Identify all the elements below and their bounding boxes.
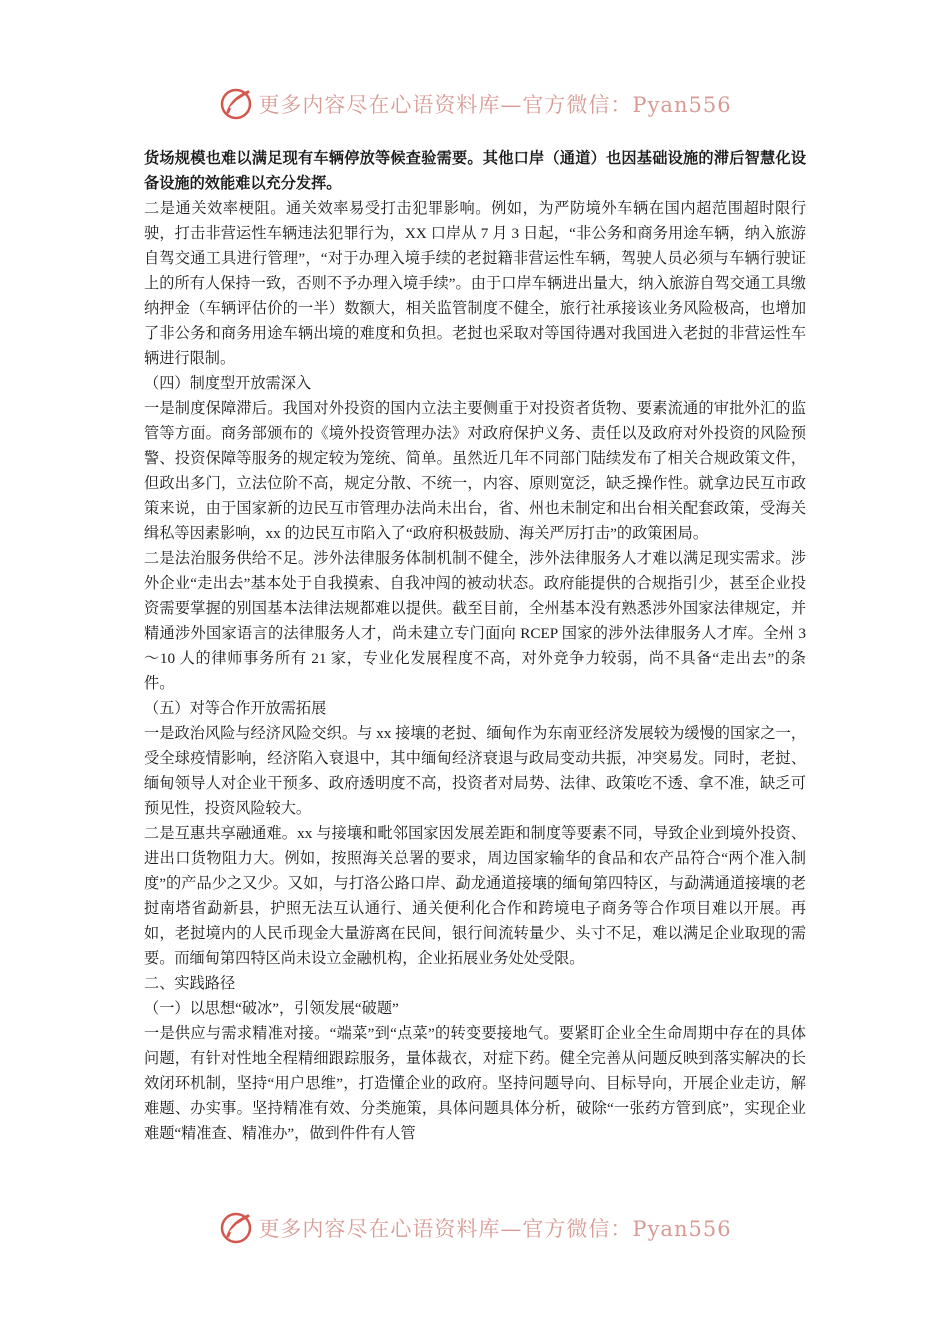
watermark-text: 更多内容尽在心语资料库—官方微信：Pyan556 [258, 93, 732, 117]
paragraph: 二是法治服务供给不足。涉外法律服务体制机制不健全，涉外法律服务人才难以满足现实需求。涉外企业“走出去”基本处于自我摸索、自我冲闯的被动状态。政府能提供的合规指引少，甚至企业投资需要掌握的别国基本法律法规都难以提供。截至目前，全州基本没有熟悉涉外国家法律规定，并精通涉外国家语言的法律服务人才，尚未建立专门面向 RCEP 国家的涉外法律服务人才库。全州 3～10 人的律师事务所有 21 家，专业化发展程度不高，对外竞争力较弱，尚不具备“走出去”的条件。 [144, 550, 806, 692]
logo-icon [218, 86, 254, 122]
watermark-banner-top [0, 84, 950, 124]
section-heading: （一）以思想“破冰”，引领发展“破题” [144, 1000, 399, 1017]
paragraph: 二是互惠共享融通难。xx 与接壤和毗邻国家因发展差距和制度等要素不同，导致企业到境外投资、进出口货物阻力大。例如，按照海关总署的要求，周边国家输华的食品和农产品符合“两个准入制度”的产品少之又少。又如，与打洛公路口岸、勐龙通道接壤的缅甸第四特区，与勐满通道接壤的老挝南塔省勐新县，护照无法互认通行、通关便利化合作和跨境电子商务等合作项目难以开展。再如，老挝境内的人民币现金大量游离在民间，银行间流转量少、头寸不足，难以满足企业取现的需要。而缅甸第四特区尚未设立金融机构，企业拓展业务处处受限。 [144, 825, 806, 967]
paragraph: 货场规模也难以满足现有车辆停放等候查验需要。其他口岸（通道）也因基础设施的滞后智慧化设备设施的效能难以充分发挥。 [144, 150, 806, 192]
paragraph: 一是制度保障滞后。我国对外投资的国内立法主要侧重于对投资者货物、要素流通的审批外汇的监管等方面。商务部颁布的《境外投资管理办法》对政府保护义务、责任以及政府对外投资的风险预警、投资保障等服务的规定较为笼统、简单。虽然近几年不同部门陆续发布了相关合规政策文件，但政出多门，立法位阶不高，规定分散、不统一，内容、原则宽泛，缺乏操作性。就拿边民互市政策来说，由于国家新的边民互市管理办法尚未出台，省、州也未制定和出台相关配套政策，受海关缉私等因素影响，xx 的边民互市陷入了“政府积极鼓励、海关严厉打击”的政策困局。 [144, 400, 806, 542]
paragraph: 一是供应与需求精准对接。“端菜”到“点菜”的转变要接地气。要紧盯企业全生命周期中存在的具体问题，有针对性地全程精细跟踪服务，量体裁衣，对症下药。健全完善从问题反映到落实解决的长效闭环机制，坚持“用户思维”，打造懂企业的政府。坚持问题导向、目标导向，开展企业走访，解难题、办实事。坚持精准有效、分类施策，具体问题具体分析，破除“一张药方管到底”，实现企业难题“精准查、精准办”，做到件件有人管 [144, 1025, 806, 1142]
paragraph: 二是通关效率梗阻。通关效率易受打击犯罪影响。例如，为严防境外车辆在国内超范围超时限行驶，打击非营运性车辆违法犯罪行为，XX 口岸从 7 月 3 日起，“非公务和商务用途车辆，纳入旅游自驾交通工具进行管理”，“对于办理入境手续的老挝籍非营运性车辆，驾驶人员必须与车辆行驶证上的所有人保持一致，否则不予办理入境手续”。由于口岸车辆进出量大，纳入旅游自驾交通工具缴纳押金（车辆评估价的一半）数额大，相关监管制度不健全，旅行社承接该业务风险极高，也增加了非公务和商务用途车辆出境的难度和负担。老挝也采取对等国待遇对我国进入老挝的非营运性车辆进行限制。 [144, 200, 806, 367]
section-heading: 二、实践路径 [144, 975, 236, 992]
section-heading: （五）对等合作开放需拓展 [144, 700, 327, 717]
document-body [144, 146, 806, 1146]
section-heading: （四）制度型开放需深入 [144, 375, 312, 392]
logo-icon [218, 1210, 254, 1246]
watermark-text: 更多内容尽在心语资料库—官方微信：Pyan556 [258, 1217, 732, 1241]
paragraph: 一是政治风险与经济风险交织。与 xx 接壤的老挝、缅甸作为东南亚经济发展较为缓慢的国家之一，受全球疫情影响，经济陷入衰退中，其中缅甸经济衰退与政局变动共振，冲突易发。同时，老挝、缅甸领导人对企业干预多、政府透明度不高，投资者对局势、法律、政策吃不透、拿不准，缺乏可预见性，投资风险较大。 [144, 725, 806, 817]
watermark-banner-bottom [0, 1208, 950, 1248]
